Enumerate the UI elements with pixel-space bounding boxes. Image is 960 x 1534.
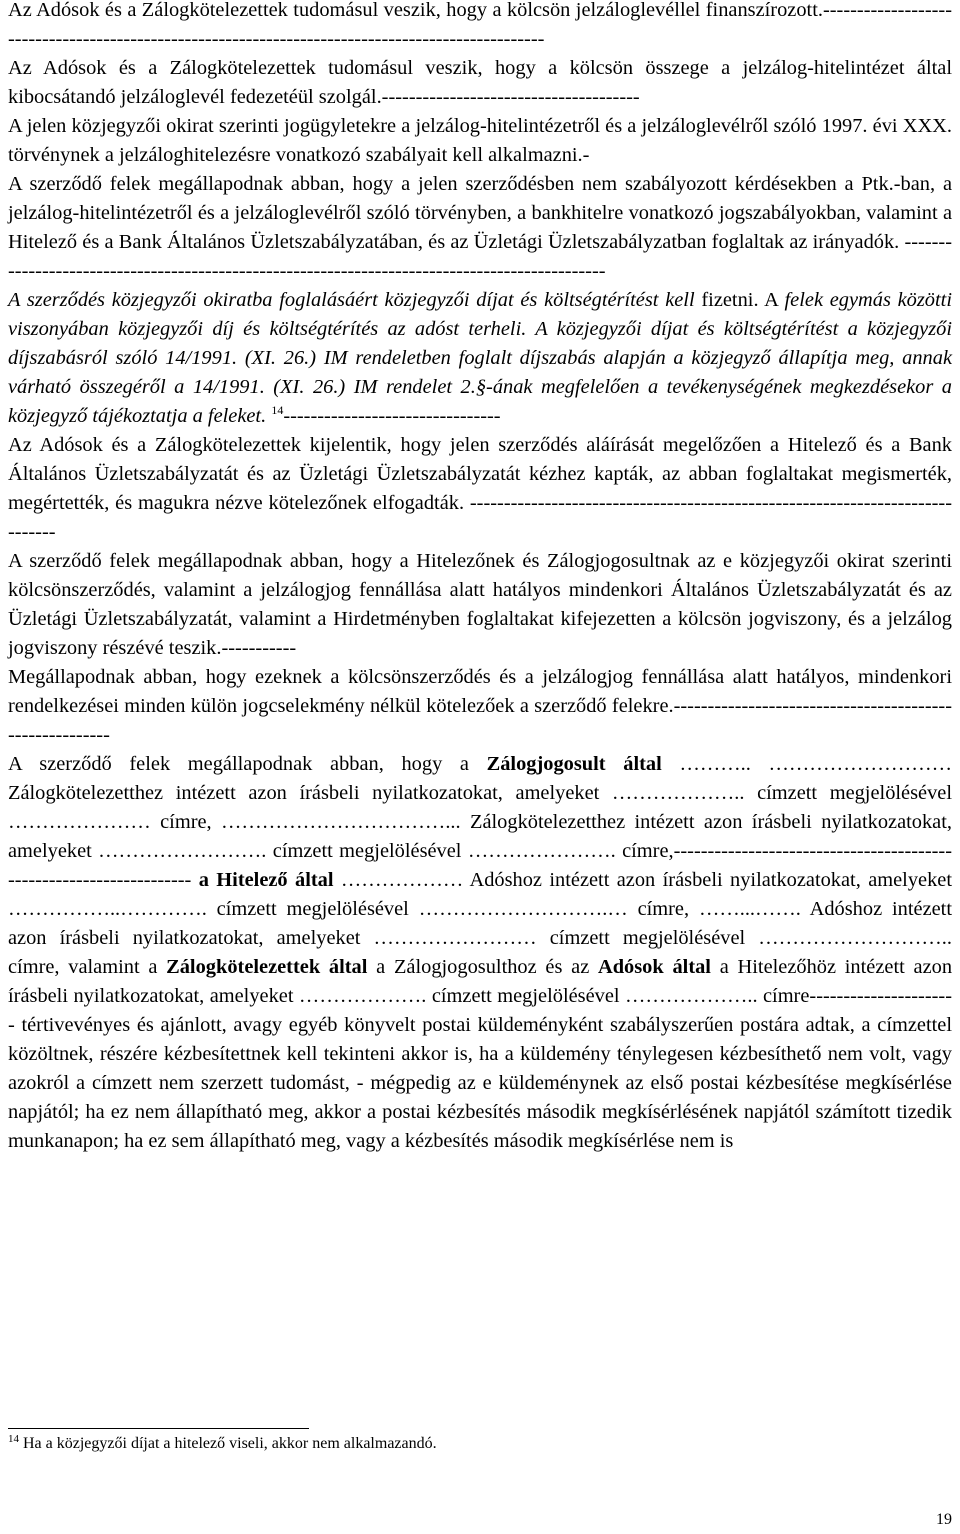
notary-fees-text-normal: fizetni. A	[694, 289, 785, 311]
footnote-reference[interactable]: 14	[271, 403, 284, 417]
paragraph-loan-financing: Az Adósok és a Zálogkötelezettek tudomásul veszik, hogy a kölcsön jelzáloglevéllel finanszírozott.--------------------------------------------------------------------------------------------------	[8, 0, 952, 50]
footnote-separator	[8, 1428, 309, 1429]
paragraph-notary-fees	[8, 286, 952, 431]
paragraph-applicable-law: A jelen közjegyzői okirat szerinti jogügyletekre a jelzálog-hitelintézetről és a jelzáloglevélről szóló 1997. évi XXX. törvénynek a jelzáloghitelezésre vonatkozó szabályait kell alkalmazni.-	[8, 115, 952, 166]
footnote	[8, 1433, 948, 1455]
paragraph-loan-collateral: Az Adósok és a Zálogkötelezettek tudomásul veszik, hogy a kölcsön összege a jelzálog-hitelintézet által kibocsátandó jelzáloglevél fedezetéül szolgál.--------------------------------------	[8, 57, 952, 108]
notices-bold-lender: a Hitelező által	[198, 869, 334, 891]
notices-text-4: a Zálogjogosulthoz és az	[367, 956, 598, 978]
paragraph-governing-rules: A szerződő felek megállapodnak abban, hogy a jelen szerződésben nem szabályozott kérdésekben a Ptk.-ban, a jelzálog-hitelintézetről és a jelzáloglevélről szóló törvényben, a bankhitelre vonatkozó jogszabályokban, valamint a Hitelező és a Bank Általános Üzletszabályzatában, és az Üzletági Üzletszabályzatban foglaltak az irányadók. -----------------------------------------------------------------------------------------------	[8, 173, 952, 282]
notices-bold-debtors: Adósok által	[597, 956, 711, 978]
notary-fees-dashes: --------------------------------	[283, 405, 501, 427]
paragraph-business-rules-acknowledgement: Az Adósok és a Zálogkötelezettek kijelentik, hogy jelen szerződés aláírását megelőzően a Hitelező és a Bank Általános Üzletszabályzatát és az Üzletági Üzletszabályzatát kézhez kapták, az abban foglaltakat megismerték, megértették, és magukra nézve kötelezőnek elfogadták. ------------------------------------------------------------------------------	[8, 434, 952, 543]
paragraph-binding-provisions: Megállapodnak abban, hogy ezeknek a kölcsönszerződés és a jelzálogjog fennállása alatt hatályos, mindenkori rendelkezései minden külön jogcselekmény nélkül kötelezőek a szerződő felekre.--------------------------------------------------------	[8, 666, 952, 746]
page-number: 19	[936, 1511, 952, 1528]
notices-text-5: a Hitelezőhöz intézett azon írásbeli nyilatkozatokat, amelyeket ………………. címzett megjelölésével ……………….. címre---------------------- tértivevényes és ajánlott, avagy egyéb könyvelt postai küldeményként szabályszerűen postára adtak, a címzettel közöltnek, részére kézbesítettnek kell tekinteni akkor is, ha a küldemény ténylegesen kézbesíthető nem volt, vagy azokról a címzett nem szerzett tudomást, - mégpedig az e küldeménynek az első postai kézbesítése megkísérlése napjától; ha ez nem állapítható meg, akkor a postai kézbesítés második megkísérlésének napjától számított tizedik munkanapon; ha ez sem állapítható meg, vagy a kézbesítés második megkísérlése nem is	[8, 956, 953, 1152]
notices-bold-pledgors: Zálogkötelezettek által	[166, 956, 368, 978]
notices-text-1: A szerződő felek megállapodnak abban, hogy a	[8, 753, 487, 775]
document-page	[8, 0, 952, 1156]
notices-bold-pledgee: Zálogjogosult által	[486, 753, 662, 775]
paragraph-business-rules-agreement: A szerződő felek megállapodnak abban, hogy a Hitelezőnek és Zálogjogosultnak az e közjegyzői okirat szerinti kölcsönszerződés, valamint a jelzálogjog fennállása alatt hatályos mindenkori Általános Üzletszabályzatát és az Üzletági Üzletszabályzatát, valamint a Hirdetményben foglaltakat kifejezetten a kölcsön jogviszony, és a jelzálog jogviszony részévé teszik.-----------	[8, 550, 952, 659]
paragraph-notices-delivery	[8, 750, 952, 1156]
footnote-number: 14	[8, 1433, 19, 1445]
notary-fees-text-italic-2: felek egymás közötti viszonyában közjegyzői díj és költségtérítés az adóst terheli. A közjegyzői díjat és költségtérítést a közjegyzői díjszabásról szóló 14/1991. (XI. 26.) IM rendeletben foglalt díjszabás alapján a közjegyző állapítja meg, annak várható összegéről a 14/1991. (XI. 26.) IM rendelet 2.§-ának megfelelően a tevékenységének megkezdésekor a közjegyző tájékoztatja a feleket.	[8, 289, 952, 427]
footnote-text: Ha a közjegyzői díjat a hitelező viseli, akkor nem alkalmazandó.	[19, 1435, 437, 1452]
notices-text-3: ……………… Adóshoz intézett azon írásbeli nyilatkozatokat, amelyeket ……………..…………. címzett megjelölésével ……………………….… címre, ……...……. Adóshoz intézett azon írásbeli nyilatkozatokat, amelyeket …………………… címzett megjelölésével ……………………….. címre, valamint a	[8, 869, 952, 978]
notary-fees-text-italic-1: A szerződés közjegyzői okiratba foglalásáért közjegyzői díjat és költségtérítést kell	[8, 289, 695, 311]
notices-text-2: ……….. ……………………… Zálogkötelezetthez intézett azon írásbeli nyilatkozatokat, amelyeket ……………….. címzett megjelölésével ………………… címre, ……………………………... Zálogkötelezetthez intézett azon írásbeli nyilatkozatokat, amelyeket ……………………. címzett megjelölésével …………………. címre,--------------------------------------------------------------------	[8, 753, 952, 891]
